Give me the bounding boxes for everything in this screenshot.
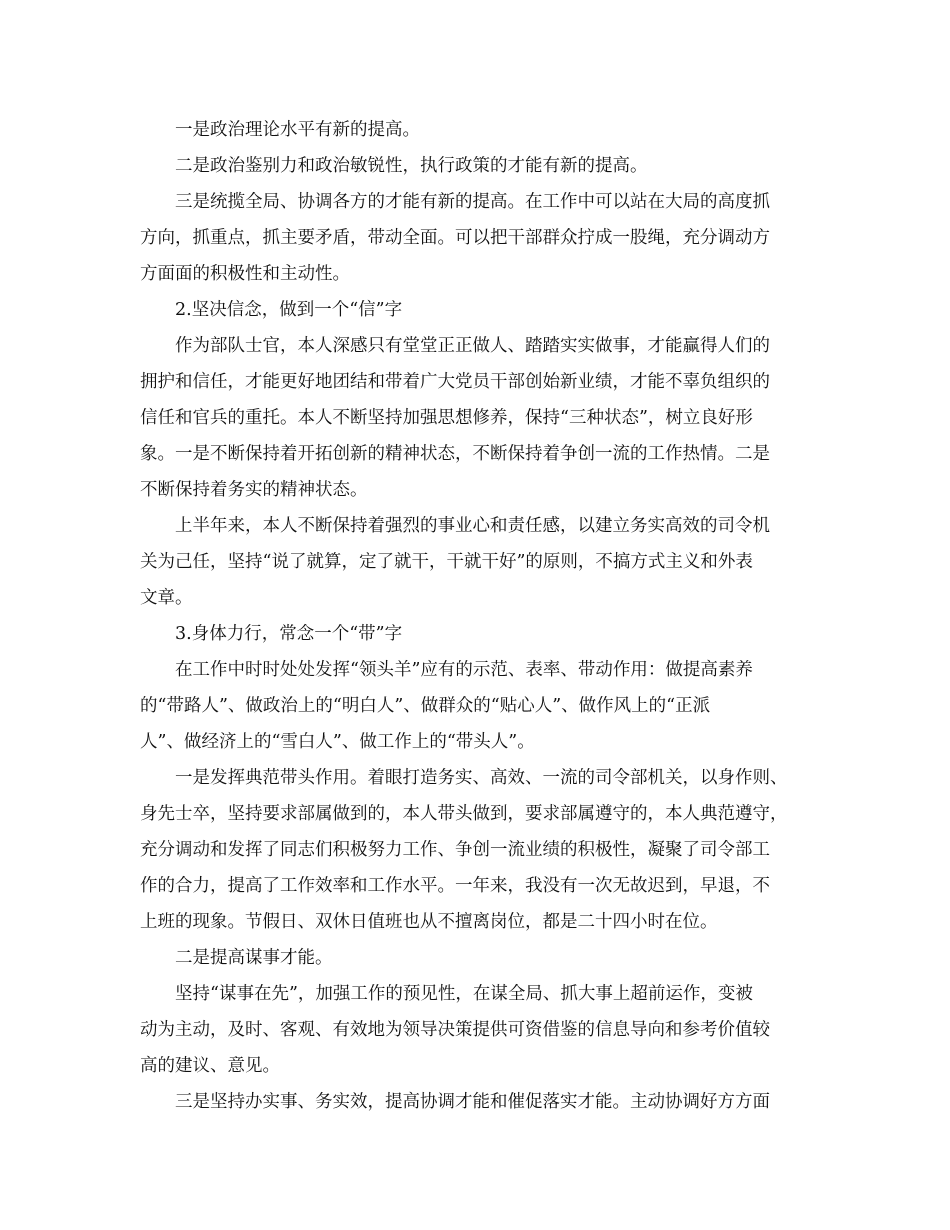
text-line: 坚持“谋事在先”，加强工作的预见性，在谋全局、抓大事上超前运作，变被	[175, 984, 753, 1004]
document-body	[140, 112, 820, 1120]
text-line: 关为己任，坚持“说了就算，定了就干，干就干好”的原则，不搞方式主义和外表	[140, 552, 753, 572]
text-line: 人”、做经济上的“雪白人”、做工作上的“带头人”。	[140, 732, 535, 752]
text-line: 2.坚决信念，做到一个“信”字	[175, 300, 403, 320]
text-line: 在工作中时时处处发挥“领头羊”应有的示范、表率、带动作用：做提高素养	[175, 660, 753, 680]
text-line: 拥护和信任，才能更好地团结和带着广大党员干部创始新业绩，才能不辜负组织的	[140, 372, 770, 392]
text-line: 三是统揽全局、协调各方的才能有新的提高。在工作中可以站在大局的高度抓	[175, 192, 770, 212]
text-line: 信任和官兵的重托。本人不断坚持加强思想修养，保持“三种状态”，树立良好形	[140, 408, 753, 428]
text-line: 方向，抓重点，抓主要矛盾，带动全面。可以把干部群众拧成一股绳，充分调动方	[140, 228, 770, 248]
text-line: 的“带路人”、做政治上的“明白人”、做群众的“贴心人”、做作风上的“正派	[140, 696, 711, 716]
text-line: 象。一是不断保持着开拓创新的精神状态，不断保持着争创一流的工作热情。二是	[140, 444, 770, 464]
text-line: 作为部队士官，本人深感只有堂堂正正做人、踏踏实实做事，才能赢得人们的	[175, 336, 770, 356]
text-line: 二是提高谋事才能。	[175, 948, 333, 968]
text-line: 一是政治理论水平有新的提高。	[175, 120, 420, 140]
text-line: 上半年来，本人不断保持着强烈的事业心和责任感，以建立务实高效的司令机	[175, 516, 770, 536]
text-line: 动为主动，及时、客观、有效地为领导决策提供可资借鉴的信息导向和参考价值较	[140, 1020, 770, 1040]
text-line: 方面面的积极性和主动性。	[140, 264, 350, 284]
text-line: 文章。	[140, 588, 193, 608]
text-line: 身先士卒，坚持要求部属做到的，本人带头做到，要求部属遵守的，本人典范遵守，	[140, 804, 788, 824]
text-line: 充分调动和发挥了同志们积极努力工作、争创一流业绩的积极性，凝聚了司令部工	[140, 840, 770, 860]
text-line: 不断保持着务实的精神状态。	[140, 480, 368, 500]
text-line: 作的合力，提高了工作效率和工作水平。一年来，我没有一次无故迟到，早退，不	[140, 876, 770, 896]
text-line: 上班的现象。节假日、双休日值班也从不擅离岗位，都是二十四小时在位。	[140, 912, 718, 932]
text-line: 高的建议、意见。	[140, 1056, 280, 1076]
text-line: 3.身体力行，常念一个“带”字	[175, 624, 403, 644]
text-line: 三是坚持办实事、务实效，提高协调才能和催促落实才能。主动协调好方方面	[175, 1092, 770, 1112]
text-line: 一是发挥典范带头作用。着眼打造务实、高效、一流的司令部机关，以身作则、	[175, 768, 788, 788]
text-line: 二是政治鉴别力和政治敏锐性，执行政策的才能有新的提高。	[175, 156, 648, 176]
document-page	[140, 112, 820, 1120]
